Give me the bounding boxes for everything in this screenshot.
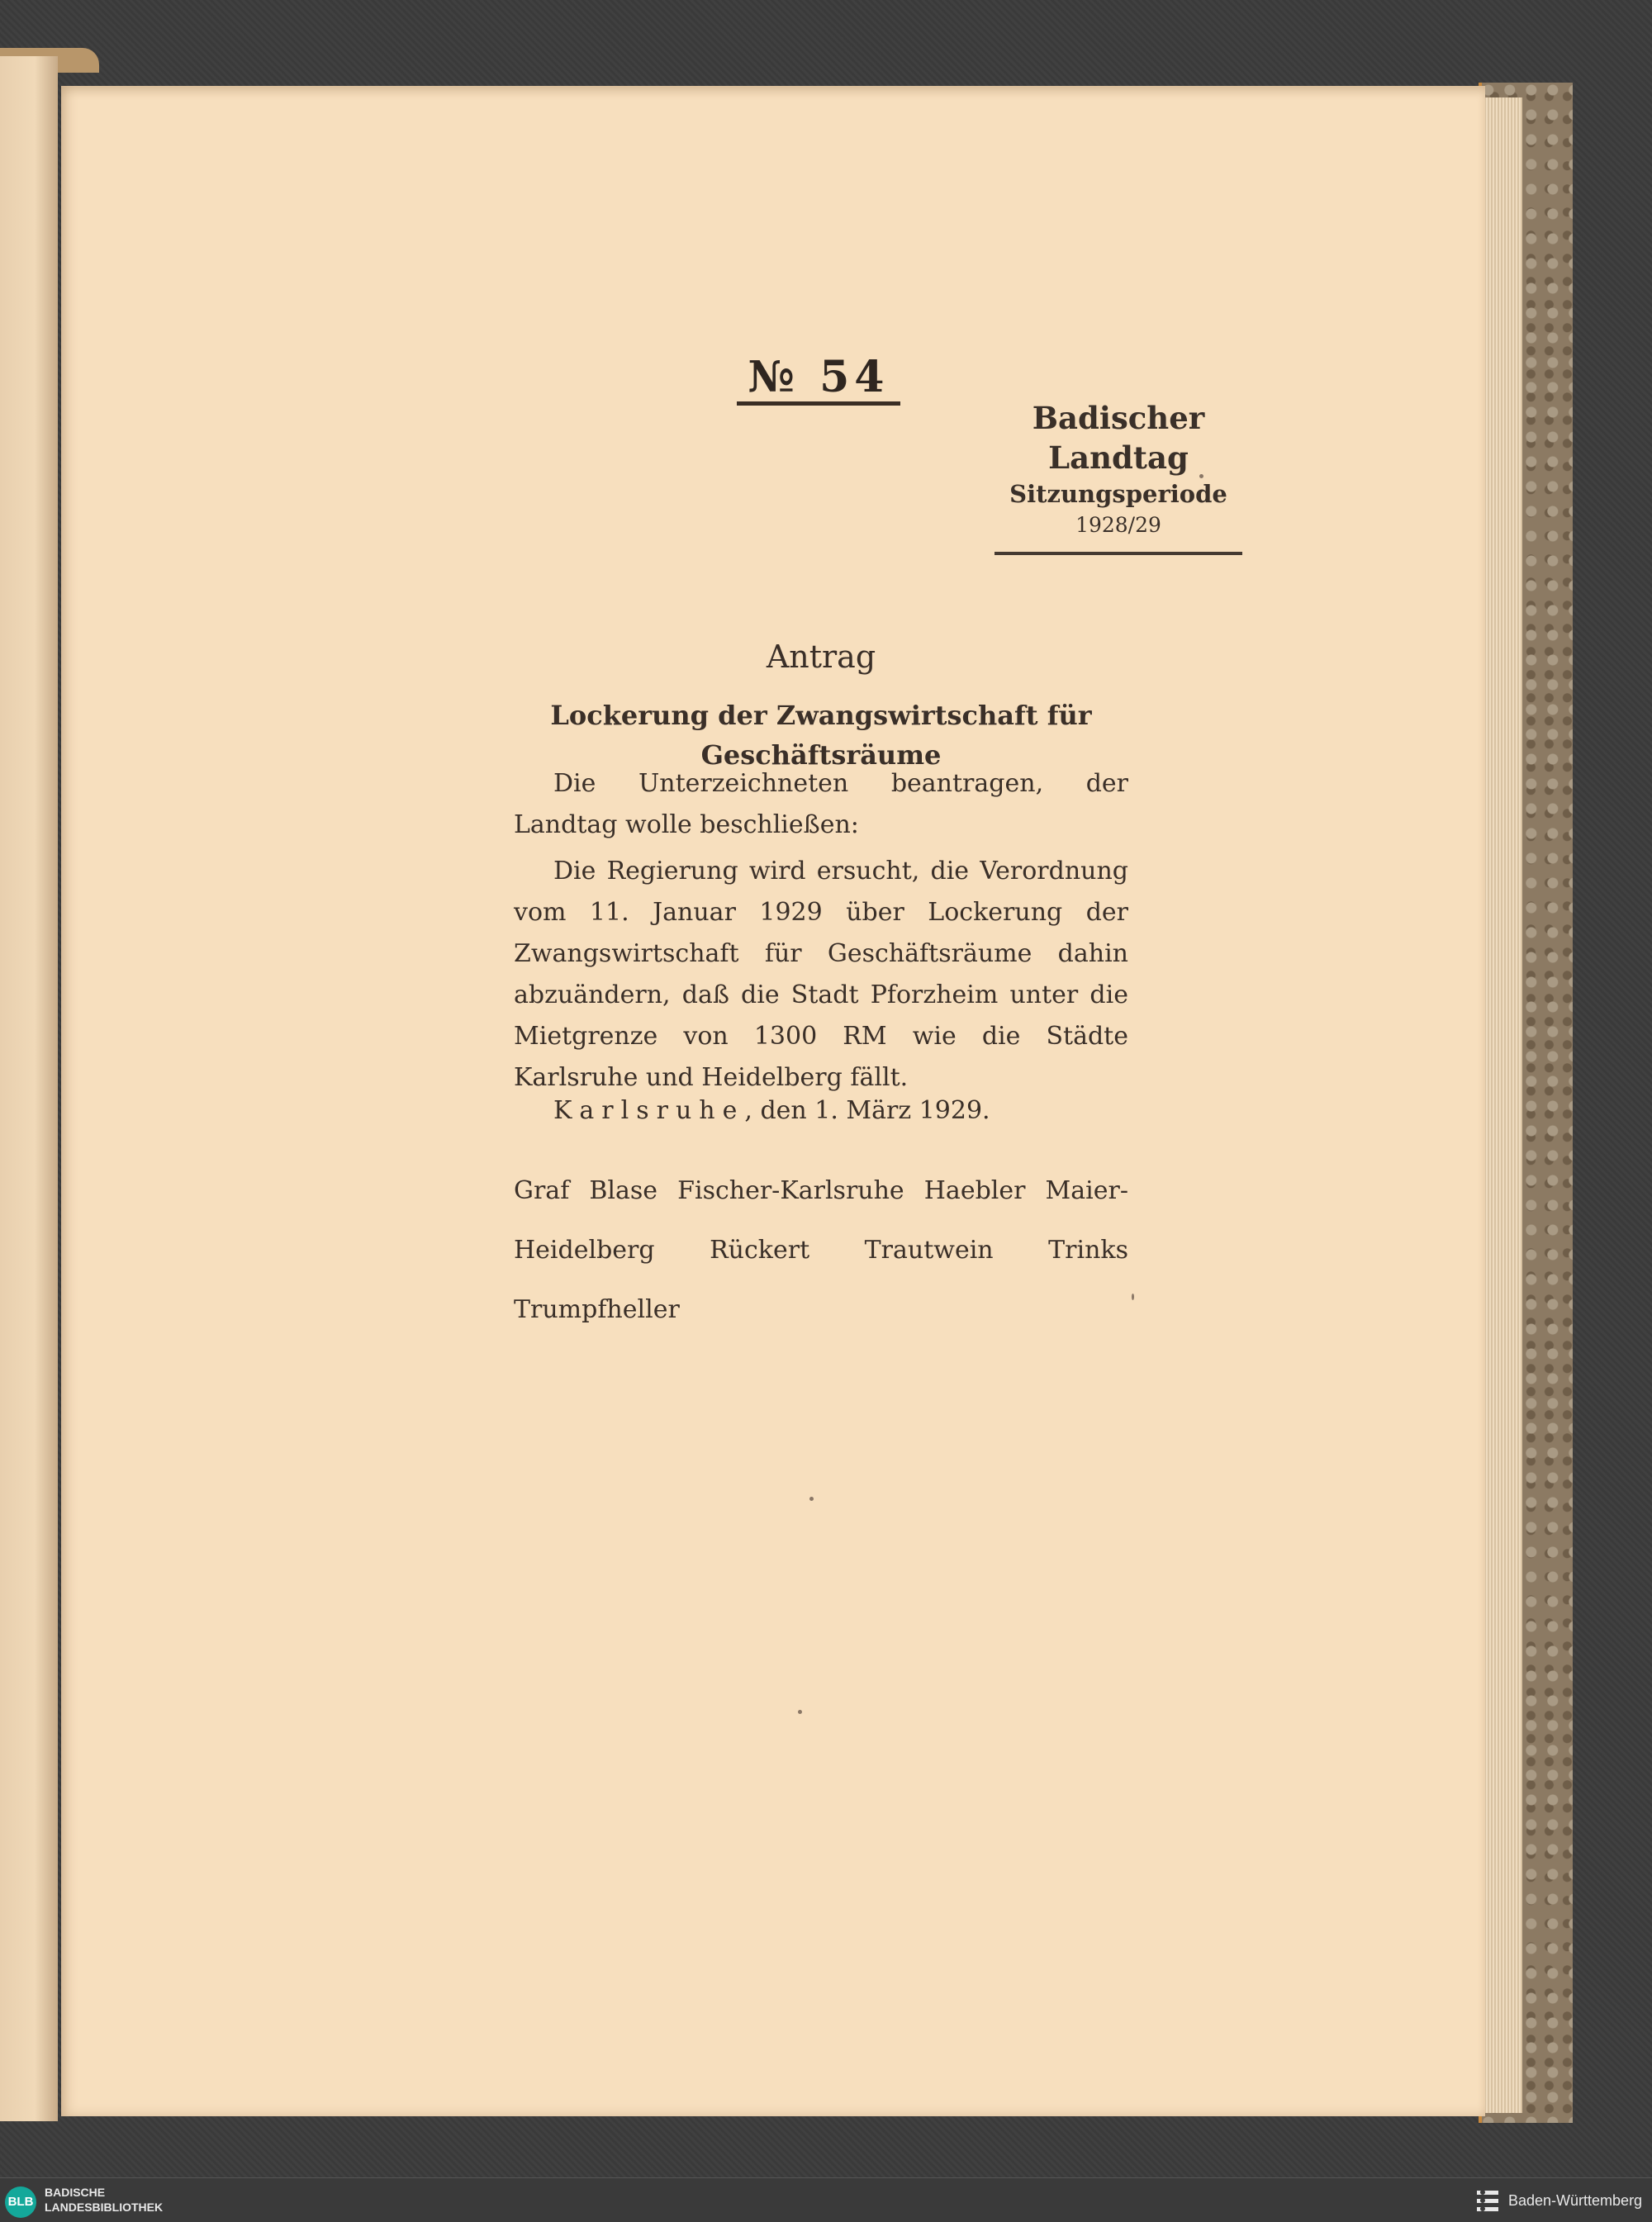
document-page (61, 86, 1485, 2116)
viewer-footer (0, 2177, 1652, 2222)
date-rest: , den 1. März 1929. (744, 1096, 990, 1125)
date-place: Karlsruhe (553, 1096, 745, 1125)
library-name[interactable] (45, 2185, 163, 2215)
paper-speck (1199, 474, 1203, 478)
paragraph-2: Die Regierung wird ersucht, die Verordnung vom 11. Januar 1929 über Lockerung der Zwangswirtschaft für Geschäftsräume dahin abzuändern, daß die Stadt Pforzheim unter die Mietgrenze von 1300 RM wie die Städte Karlsruhe und Heidelberg fällt. (514, 857, 1128, 1092)
page-edges (1483, 97, 1522, 2113)
signers-list: Graf Blase Fischer-Karlsruhe Haebler Maier-Heidelberg Rückert Trautwein Trinks Trumpfheller (514, 1176, 1128, 1324)
parliament-stamp (978, 398, 1259, 555)
document-title: Antrag (766, 639, 876, 675)
date-line (514, 1090, 1128, 1132)
state-name[interactable]: Baden-Württemberg (1508, 2192, 1643, 2209)
document-number: № 54 (748, 352, 890, 402)
paragraph-1: Die Unterzeichneten beantragen, der Landtag wolle beschließen: (514, 769, 1128, 839)
library-name-line-1: BADISCHE (45, 2186, 106, 2199)
paper-speck (809, 1497, 814, 1501)
paper-speck (798, 1710, 802, 1714)
stamp-line-1: Badischer Landtag (1032, 400, 1205, 476)
library-name-line-2: LANDESBIBLIOTHEK (45, 2201, 164, 2214)
stamp-rule (995, 552, 1242, 555)
stamp-line-3: 1928/29 (1075, 513, 1161, 537)
document-number-box (737, 354, 900, 406)
stamp-line-2: Sitzungsperiode (1009, 480, 1227, 508)
lions-crest-icon (1475, 2188, 1500, 2215)
left-page-edge (0, 56, 58, 2121)
blb-logo[interactable]: BLB (5, 2186, 36, 2218)
document-subject: Lockerung der Zwangswirtschaft für Geschäftsräume (550, 700, 1092, 771)
paper-speck (1132, 1294, 1134, 1300)
